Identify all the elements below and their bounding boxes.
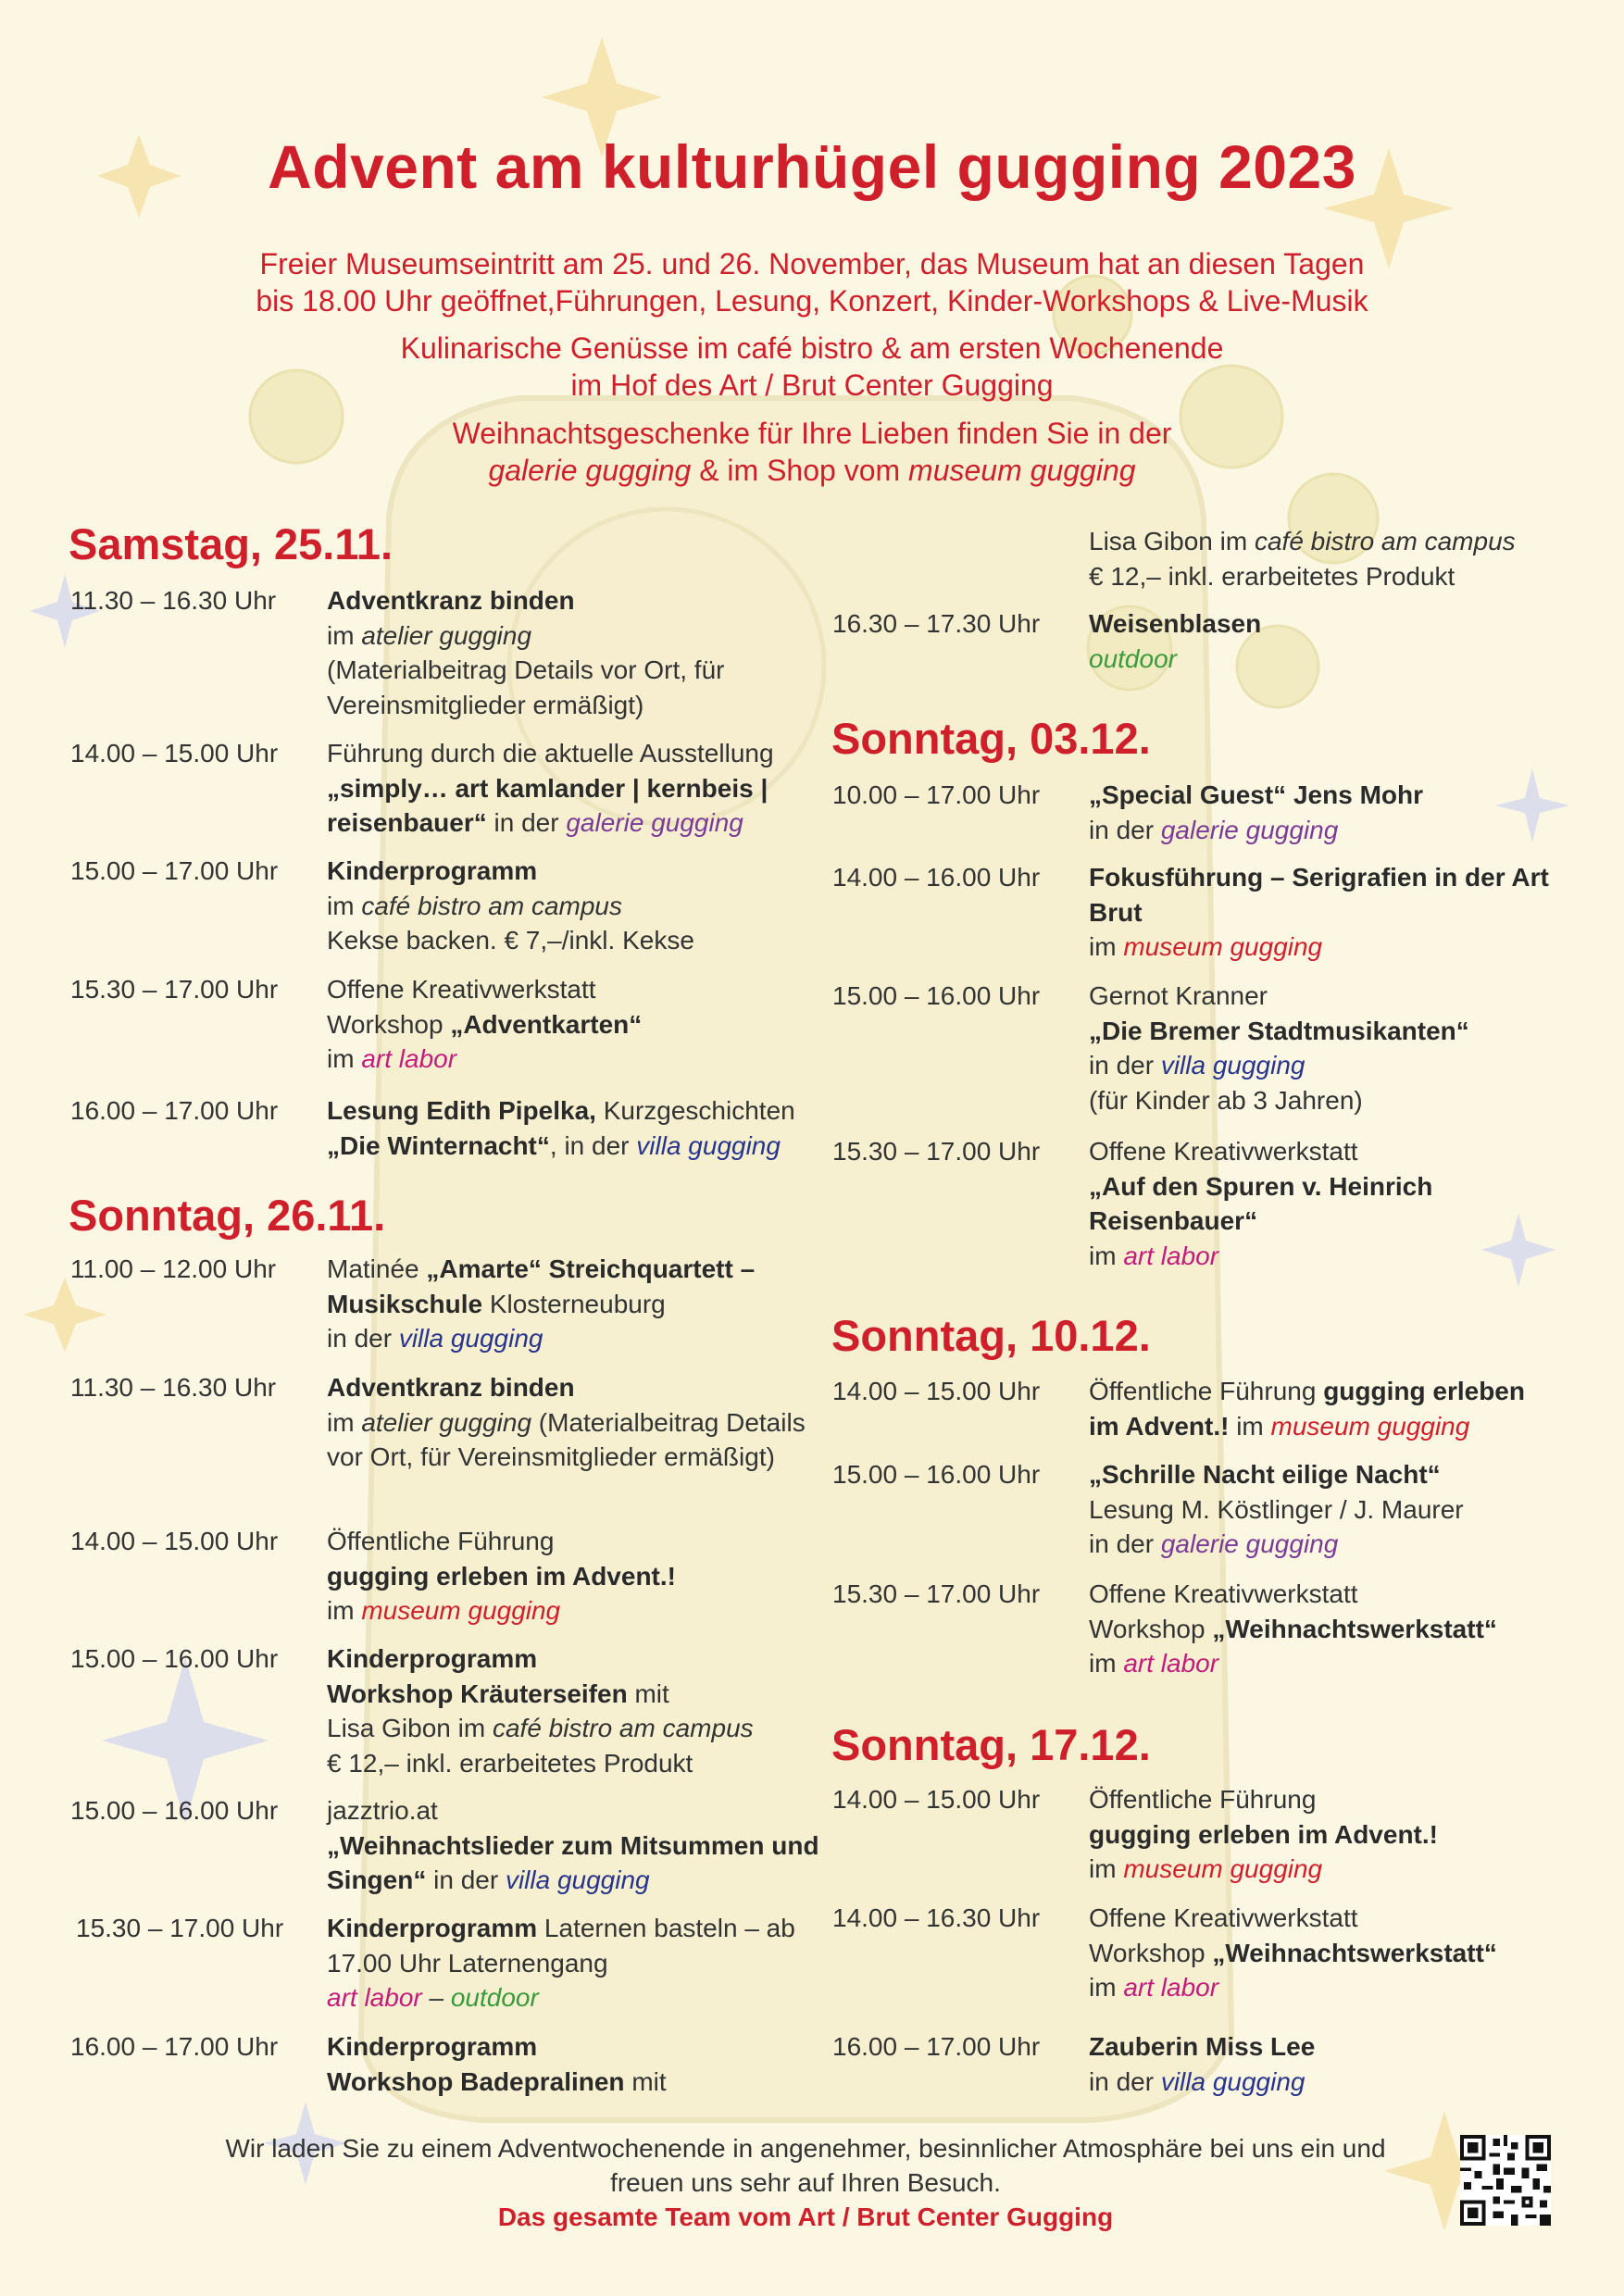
event-description bbox=[327, 583, 845, 722]
event-time: 11.30 – 16.30 Uhr bbox=[70, 586, 277, 615]
event-title: Kinderprogramm bbox=[327, 2032, 538, 2061]
intro-line: Kulinarische Genüsse im café bistro & am ersten Wochenende bbox=[400, 331, 1224, 365]
event-title: „simply… art kamlander | kernbeis | reisenbauer“ bbox=[327, 773, 768, 837]
venue-outdoor: outdoor bbox=[1089, 643, 1177, 673]
venue-galerie-gugging: galerie gugging bbox=[1160, 815, 1339, 844]
event-text: – bbox=[421, 1983, 451, 2012]
event-description bbox=[1089, 1134, 1552, 1273]
event-text: jazztrio.at bbox=[327, 1796, 438, 1825]
intro-text: & im Shop vom bbox=[691, 454, 909, 487]
intro-line: im Hof des Art / Brut Center Gugging bbox=[570, 368, 1054, 402]
event-text: in der bbox=[1089, 2066, 1161, 2096]
event-description bbox=[327, 1793, 845, 1898]
event-text: Kekse backen. € 7,–/inkl. Kekse bbox=[327, 926, 694, 955]
venue-villa-gugging: villa gugging bbox=[505, 1866, 650, 1894]
event-text: Führung durch die aktuelle Ausstellung bbox=[327, 739, 774, 767]
event-description bbox=[1089, 1782, 1552, 1887]
event-text: Öffentliche Führung bbox=[1089, 1785, 1317, 1814]
event-text: in der bbox=[426, 1866, 506, 1894]
event-title: „Amarte“ Streichquartett – Musikschule bbox=[327, 1254, 756, 1318]
event-time: 14.00 – 15.00 Uhr bbox=[832, 1377, 1041, 1405]
venue-museum-gugging: museum gugging bbox=[1123, 1854, 1323, 1883]
footer-invitation bbox=[148, 2131, 1463, 2234]
event-description bbox=[1089, 524, 1552, 593]
event-text: im bbox=[327, 1596, 362, 1625]
event-text: € 12,– inkl. erarbeitetes Produkt bbox=[327, 1748, 693, 1778]
event-title: „Die Winternacht“ bbox=[327, 1130, 550, 1160]
venue-galerie-gugging: galerie gugging bbox=[566, 808, 743, 837]
event-text: Workshop bbox=[327, 1009, 451, 1039]
event-time: 16.30 – 17.30 Uhr bbox=[832, 609, 1041, 638]
event-text: Offene Kreativwerkstatt bbox=[1089, 1579, 1358, 1608]
event-time: 10.00 – 17.00 Uhr bbox=[832, 780, 1041, 809]
event-time: 15.00 – 17.00 Uhr bbox=[70, 856, 279, 885]
event-title: Weisenblasen bbox=[1089, 609, 1262, 638]
day-heading-sonntag-10-12: Sonntag, 10.12. bbox=[831, 1311, 1151, 1360]
event-time: 15.00 – 16.00 Uhr bbox=[70, 1796, 279, 1825]
event-description bbox=[1089, 778, 1552, 847]
event-text: Gernot Kranner bbox=[1089, 981, 1268, 1010]
event-text: Öffentliche Führung bbox=[327, 1527, 555, 1555]
event-text: in der bbox=[1089, 1051, 1161, 1079]
intro-line: Freier Museumseintritt am 25. und 26. November, das Museum hat an diesen Tagen bbox=[259, 247, 1365, 281]
event-time: 15.30 – 17.00 Uhr bbox=[832, 1579, 1041, 1608]
event-time: 14.00 – 15.00 Uhr bbox=[70, 739, 279, 767]
event-text: Lisa Gibon im bbox=[327, 1714, 493, 1742]
day-heading-samstag-25-11: Samstag, 25.11. bbox=[69, 519, 394, 568]
event-time: 16.00 – 17.00 Uhr bbox=[70, 2032, 279, 2061]
event-text: im bbox=[327, 1044, 362, 1073]
event-text: (Materialbeitrag Details vor Ort, für Vereinsmitglieder ermäßigt) bbox=[327, 1407, 806, 1471]
event-text: mit bbox=[627, 1678, 669, 1708]
intro-line bbox=[139, 452, 1485, 489]
event-description bbox=[1089, 1374, 1552, 1443]
event-time: 15.30 – 17.00 Uhr bbox=[76, 1914, 284, 1942]
venue-art-labor: art labor bbox=[327, 1983, 422, 2012]
event-description bbox=[327, 1252, 845, 1356]
intro-paragraph-3 bbox=[139, 415, 1485, 489]
event-time: 16.00 – 17.00 Uhr bbox=[70, 1096, 279, 1125]
event-text: Offene Kreativwerkstatt bbox=[1089, 1903, 1358, 1932]
venue-villa-gugging: villa gugging bbox=[636, 1130, 781, 1160]
event-title: Kinderprogramm bbox=[327, 1914, 538, 1942]
venue-art-labor: art labor bbox=[1123, 1241, 1219, 1270]
event-text: in der bbox=[327, 1324, 399, 1353]
venue-outdoor: outdoor bbox=[450, 1983, 539, 2012]
event-text: im bbox=[327, 620, 362, 650]
footer-line: Wir laden Sie zu einem Adventwochenende in angenehmer, besinnlicher Atmosphäre bei uns ein und bbox=[225, 2134, 1386, 2163]
event-text: Offene Kreativwerkstatt bbox=[1089, 1137, 1358, 1166]
event-time: 14.00 – 15.00 Uhr bbox=[832, 1785, 1041, 1814]
event-description bbox=[327, 854, 845, 958]
event-text: im bbox=[1089, 932, 1124, 961]
event-title: Zauberin Miss Lee bbox=[1089, 2032, 1316, 2061]
intro-paragraph-2 bbox=[139, 330, 1485, 404]
event-text: im bbox=[1089, 1973, 1124, 2002]
event-description bbox=[327, 1641, 845, 1780]
venue-museum-gugging: museum gugging bbox=[1270, 1411, 1470, 1441]
venue-villa-gugging: villa gugging bbox=[398, 1324, 543, 1353]
venue-cafe-bistro: café bistro am campus bbox=[1254, 527, 1516, 555]
event-time: 14.00 – 15.00 Uhr bbox=[70, 1527, 279, 1555]
event-title: „Weihnachtslieder zum Mitsummen und Singen“ bbox=[327, 1830, 819, 1894]
footer-line: freuen uns sehr auf Ihren Besuch. bbox=[610, 2168, 1001, 2197]
venue-museum-gugging: museum gugging bbox=[908, 454, 1136, 487]
event-title: Lesung Edith Pipelka, bbox=[327, 1096, 596, 1125]
event-description bbox=[327, 1093, 845, 1163]
day-heading-sonntag-26-11: Sonntag, 26.11. bbox=[69, 1191, 386, 1240]
event-time: 15.00 – 16.00 Uhr bbox=[832, 1460, 1041, 1489]
event-text: in der bbox=[1089, 815, 1161, 844]
event-text: € 12,– inkl. erarbeitetes Produkt bbox=[1089, 561, 1455, 591]
event-title: „Schrille Nacht eilige Nacht“ bbox=[1089, 1460, 1441, 1489]
event-description bbox=[1089, 860, 1552, 965]
venue-villa-gugging: villa gugging bbox=[1160, 2066, 1305, 2096]
event-text: im bbox=[1089, 1854, 1124, 1883]
event-description bbox=[327, 972, 845, 1077]
venue-museum-gugging: museum gugging bbox=[1123, 932, 1323, 961]
event-text: in der bbox=[486, 808, 567, 837]
event-time: 15.30 – 17.00 Uhr bbox=[70, 975, 279, 1004]
event-title: „Special Guest“ bbox=[1089, 780, 1287, 809]
event-text: (für Kinder ab 3 Jahren) bbox=[1089, 1085, 1363, 1115]
event-time: 14.00 – 16.30 Uhr bbox=[832, 1903, 1041, 1932]
event-description bbox=[1089, 1901, 1552, 2005]
event-title: Workshop Badepralinen bbox=[327, 2066, 625, 2096]
page-title: Advent am kulturhügel gugging 2023 bbox=[268, 132, 1356, 201]
event-text: im bbox=[1229, 1411, 1271, 1441]
event-description bbox=[327, 1370, 845, 1475]
day-heading-sonntag-03-12: Sonntag, 03.12. bbox=[831, 714, 1151, 763]
event-text: Lisa Gibon im bbox=[1089, 527, 1255, 555]
event-title: gugging erleben im Advent.! bbox=[1089, 1377, 1525, 1441]
event-title: Kinderprogramm bbox=[327, 856, 538, 885]
event-title: Adventkranz binden bbox=[327, 586, 575, 615]
venue-art-labor: art labor bbox=[1123, 1649, 1219, 1678]
event-text: Offene Kreativwerkstatt bbox=[327, 975, 596, 1004]
event-description bbox=[1089, 606, 1552, 676]
venue-art-labor: art labor bbox=[361, 1044, 457, 1073]
qr-code-icon[interactable] bbox=[1460, 2135, 1551, 2226]
event-title: Kinderprogramm bbox=[327, 1644, 538, 1673]
event-title: Jens Mohr bbox=[1286, 780, 1423, 809]
event-time: 11.30 – 16.30 Uhr bbox=[70, 1373, 277, 1402]
event-title: „Weihnachtswerkstatt“ bbox=[1212, 1938, 1497, 1967]
event-description bbox=[327, 1911, 845, 2015]
event-text: im bbox=[1089, 1241, 1124, 1270]
venue-atelier-gugging: atelier gugging bbox=[361, 620, 532, 650]
event-description bbox=[1089, 1577, 1552, 1681]
event-description bbox=[327, 736, 845, 841]
event-title: Fokusführung – Serigrafien in der Art Brut bbox=[1089, 863, 1549, 927]
day-heading-sonntag-17-12: Sonntag, 17.12. bbox=[831, 1720, 1151, 1769]
event-time: 15.00 – 16.00 Uhr bbox=[70, 1644, 279, 1673]
event-text: Öffentliche Führung bbox=[1089, 1377, 1324, 1405]
event-text: , in der bbox=[549, 1130, 637, 1160]
event-title: „Weihnachtswerkstatt“ bbox=[1212, 1614, 1497, 1643]
intro-line: bis 18.00 Uhr geöffnet,Führungen, Lesung, Konzert, Kinder-Workshops & Live-Musik bbox=[256, 284, 1368, 318]
event-text: Laternen basteln – ab 17.00 Uhr Laternengang bbox=[327, 1914, 795, 1978]
event-description bbox=[327, 1524, 845, 1628]
venue-galerie-gugging: galerie gugging bbox=[488, 454, 692, 487]
event-time: 16.00 – 17.00 Uhr bbox=[832, 2032, 1041, 2061]
event-time: 14.00 – 16.00 Uhr bbox=[832, 863, 1041, 892]
intro-paragraph-1 bbox=[139, 245, 1485, 319]
event-title: „Die Bremer Stadtmusikanten“ bbox=[1089, 1016, 1469, 1045]
event-text: Klosterneuburg bbox=[482, 1289, 666, 1318]
event-title: gugging erleben im Advent.! bbox=[327, 1561, 676, 1591]
venue-villa-gugging: villa gugging bbox=[1160, 1051, 1305, 1079]
event-title: „Auf den Spuren v. Heinrich Reisenbauer“ bbox=[1089, 1171, 1433, 1235]
event-text: mit bbox=[624, 2066, 667, 2096]
event-description bbox=[1089, 2029, 1552, 2099]
venue-art-labor: art labor bbox=[1123, 1973, 1219, 2002]
event-text: Kurzgeschichten bbox=[595, 1096, 795, 1125]
event-title: Adventkranz binden bbox=[327, 1373, 575, 1402]
event-text: Matinée bbox=[327, 1254, 427, 1283]
event-title: „Adventkarten“ bbox=[450, 1009, 643, 1039]
venue-cafe-bistro: café bistro am campus bbox=[492, 1714, 754, 1742]
event-text: im bbox=[327, 891, 362, 920]
event-text: Workshop bbox=[1089, 1614, 1213, 1643]
event-time: 15.00 – 16.00 Uhr bbox=[832, 981, 1041, 1010]
event-text: Workshop bbox=[1089, 1938, 1213, 1967]
event-text: im bbox=[1089, 1649, 1124, 1678]
event-text: im bbox=[327, 1407, 362, 1437]
event-description bbox=[327, 2029, 845, 2099]
event-text: in der bbox=[1089, 1529, 1161, 1558]
intro-line: Weihnachtsgeschenke für Ihre Lieben finden Sie in der bbox=[452, 417, 1172, 450]
event-title: gugging erleben im Advent.! bbox=[1089, 1819, 1438, 1849]
event-time: 11.00 – 12.00 Uhr bbox=[70, 1254, 277, 1283]
event-title: Workshop Kräuterseifen bbox=[327, 1678, 628, 1708]
event-text: (Materialbeitrag Details vor Ort, für Vereinsmitglieder ermäßigt) bbox=[327, 655, 725, 719]
event-text: Lesung M. Köstlinger / J. Maurer bbox=[1089, 1494, 1464, 1524]
event-description bbox=[1089, 979, 1552, 1117]
venue-cafe-bistro: café bistro am campus bbox=[361, 891, 622, 920]
footer-signature: Das gesamte Team vom Art / Brut Center Gugging bbox=[497, 2202, 1114, 2231]
venue-museum-gugging: museum gugging bbox=[361, 1596, 561, 1625]
event-description bbox=[1089, 1457, 1552, 1562]
event-time: 15.30 – 17.00 Uhr bbox=[832, 1137, 1041, 1166]
venue-atelier-gugging: atelier gugging bbox=[361, 1407, 532, 1437]
venue-galerie-gugging: galerie gugging bbox=[1160, 1529, 1339, 1558]
